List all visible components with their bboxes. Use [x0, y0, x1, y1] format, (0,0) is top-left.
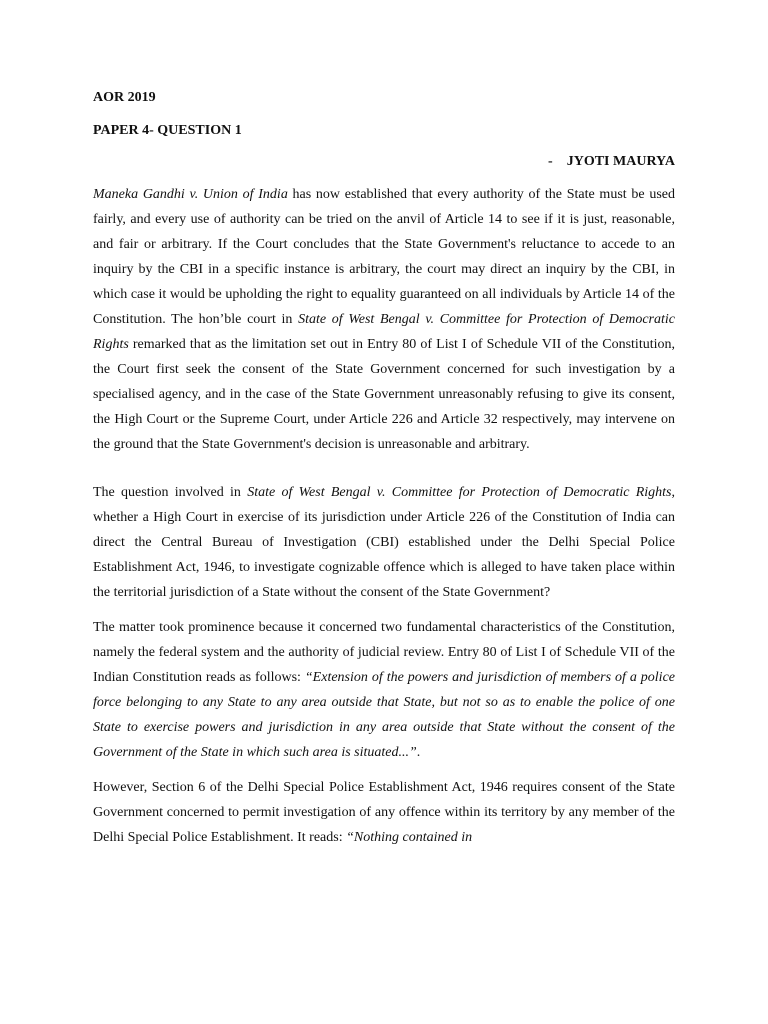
paragraph-3 [93, 615, 675, 765]
paragraph-text: . [416, 745, 421, 760]
author-name: JYOTI MAURYA [566, 154, 675, 169]
paragraph-text: has now established that every authority of the State must be used fairly, and every use of authority can be tried on the anvil of Article 14 to see if it is just, reasonable, and fair or arbitrary. If the Court concludes that the State Government's reluctance to accede to an inquiry by the CBI in a specific instance is arbitrary, the court may direct an inquiry by the CBI, in which case it would be upholding the right to equality guaranteed on all individuals by Article 14 of the Constitution. The hon’ble court in [93, 187, 675, 327]
case-citation: Maneka Gandhi v. Union of India [93, 187, 288, 202]
document-subtitle: PAPER 4- QUESTION 1 [93, 123, 242, 138]
paragraph-text: , whether a High Court in exercise of its jurisdiction under Article 226 of the Constitution of India can direct the Central Bureau of Investigation (CBI) established under the Delhi Special Police Establishment Act, 1946, to investigate cognizable offence which is alleged to have taken place within the territorial jurisdiction of a State without the consent of the State Government? [93, 485, 675, 600]
quoted-text: “Extension of the powers and jurisdiction of members of a police force belonging to any State to any area outside that State, but not so as to enable the police of one State to exercise powers and jurisdiction in any area outside that State without the consent of the Government of the State in which such area is situated...” [93, 670, 675, 760]
quoted-text: “Nothing contained in [346, 830, 473, 845]
paragraph-4 [93, 775, 675, 850]
paragraph-text: However, Section 6 of the Delhi Special Police Establishment Act, 1946 requires consent of the State Government concerned to permit investigation of any offence within its territory by any member of the Delhi Special Police Establishment. It reads: [93, 780, 675, 845]
case-citation: State of West Bengal v. Committee for Protection of Democratic Rights [93, 312, 675, 352]
paragraph-1 [93, 182, 675, 457]
case-citation: State of West Bengal v. Committee for Protection of Democratic Rights [247, 485, 672, 500]
author-dash: - [548, 154, 553, 169]
paragraph-text: The question involved in [93, 485, 248, 500]
document-title: AOR 2019 [93, 90, 156, 105]
paragraph-text: remarked that as the limitation set out in Entry 80 of List I of Schedule VII of the Constitution, the Court first seek the consent of the State Government concerned for such investigation by a specialised agency, and in the case of the State Government unreasonably refusing to give its consent, the High Court or the Supreme Court, under Article 226 and Article 32 respectively, may intervene on the ground that the State Government's decision is unreasonable and arbitrary. [93, 337, 675, 452]
paragraph-text: The matter took prominence because it concerned two fundamental characteristics of the Constitution, namely the federal system and the authority of judicial review. Entry 80 of List I of Schedule VII of the Indian Constitution reads as follows: [93, 620, 675, 685]
paragraph-2 [93, 480, 675, 605]
author-line [93, 152, 675, 172]
